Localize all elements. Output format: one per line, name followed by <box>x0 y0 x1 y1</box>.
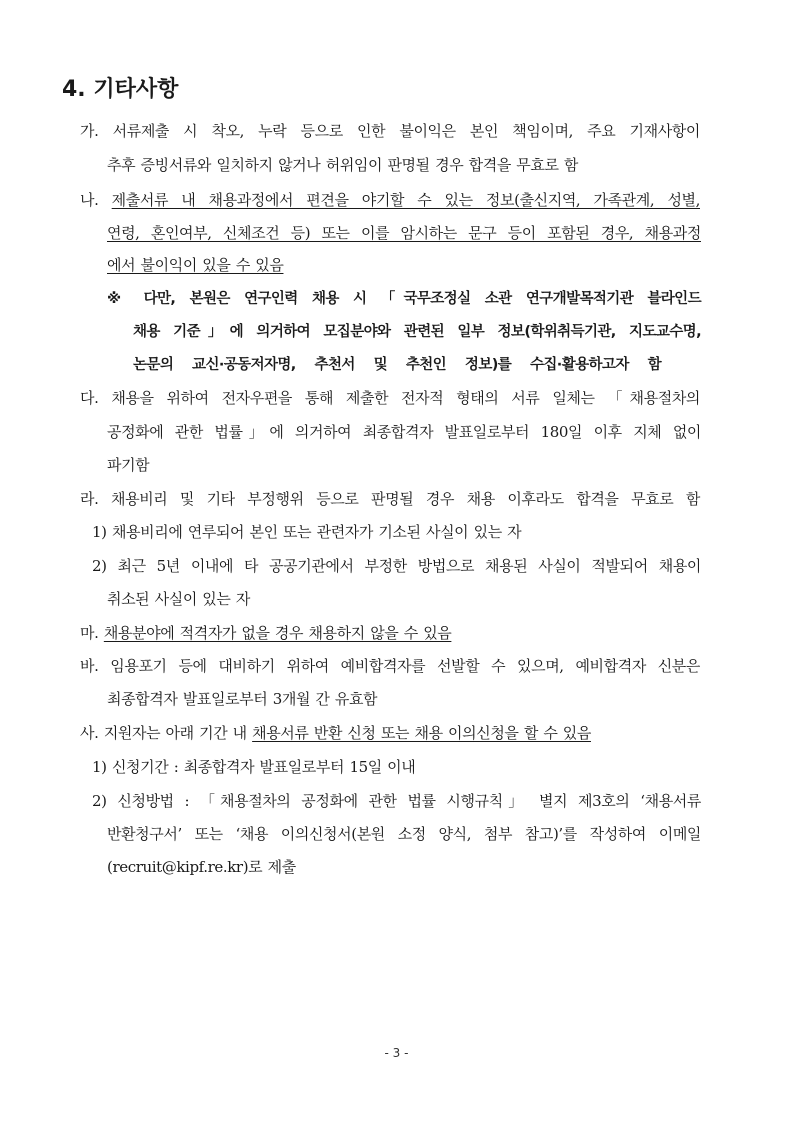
item-ga-line1: 가. 서류제출 시 착오, 누락 등으로 인한 불이익은 본인 책임이며, 주요 기재사항이 <box>80 122 700 140</box>
item-na-marker: 나. <box>80 191 112 209</box>
item-na-line2 <box>107 223 701 243</box>
item-ra-sub1: 1) 채용비리에 연루되어 본인 또는 관련자가 기소된 사실이 있는 자 <box>92 523 522 541</box>
item-sa-sub2-line1: 2) 신청방법 : 「채용절차의 공정화에 관한 법률 시행규칙」 별지 제3호의 ‘채용서류 <box>92 792 701 810</box>
item-na-text-underlined-2: 연령, 혼인여부, 신체조건 등) 또는 이를 암시하는 문구 등이 포함된 경우, 채용과정 <box>107 224 701 242</box>
item-ma-line1 <box>80 623 451 643</box>
item-ba-line2: 최종합격자 발표일로부터 3개월 간 유효함 <box>107 690 378 708</box>
item-da-line2: 공정화에 관한 법률」에 의거하여 최종합격자 발표일로부터 180일 이후 지체 없이 <box>107 423 701 441</box>
page-number: - 3 - <box>384 1046 409 1060</box>
item-ma-marker: 마. <box>80 624 104 642</box>
item-na-text-underlined-1: 제출서류 내 채용과정에서 편견을 야기할 수 있는 정보(출신지역, 가족관계, 성별, <box>111 191 700 209</box>
item-ga-line2: 추후 증빙서류와 일치하지 않거나 허위임이 판명될 경우 합격을 무효로 함 <box>107 156 579 174</box>
item-ra-sub2-line2: 취소된 사실이 있는 자 <box>107 590 250 608</box>
item-ra-line1: 라. 채용비리 및 기타 부정행위 등으로 판명될 경우 채용 이후라도 합격을 무효로 함 <box>80 490 700 508</box>
item-sa-sub2-line3: (recruit@kipf.re.kr)로 제출 <box>107 858 296 876</box>
item-sa-sub2-line2: 반환청구서’ 또는 ‘채용 이의신청서(본원 소정 양식, 첨부 참고)’를 작성하여 이메일 <box>107 825 701 843</box>
item-da-line1: 다. 채용을 위하여 전자우편을 통해 제출한 전자적 형태의 서류 일체는 「채용절차의 <box>80 389 700 407</box>
item-sa-text-underlined: 채용서류 반환 신청 또는 채용 이의신청을 할 수 있음 <box>252 724 591 742</box>
note-line2: 채용 기준」에 의거하여 모집분야와 관련된 일부 정보(학위취득기관, 지도교수명, <box>133 324 701 340</box>
item-na-line1 <box>80 190 700 210</box>
item-da-line3: 파기함 <box>107 456 150 474</box>
item-ra-sub2-line1: 2) 최근 5년 이내에 타 공공기관에서 부정한 방법으로 채용된 사실이 적발되어 채용이 <box>92 557 701 575</box>
item-na-text-underlined-3: 에서 불이익이 있을 수 있음 <box>107 256 284 274</box>
item-ma-text-underlined: 채용분야에 적격자가 없을 경우 채용하지 않을 수 있음 <box>103 624 452 642</box>
note-line1: ※ 다만, 본원은 연구인력 채용 시 「국무조정실 소관 연구개발목적기관 블라인드 <box>107 291 701 307</box>
note-line3: 논문의 교신·공동저자명, 추천서 및 추천인 정보)를 수집·활용하고자 함 <box>133 357 661 373</box>
item-sa-text: 사. 지원자는 아래 기간 내 <box>80 724 253 742</box>
item-sa-line1 <box>80 723 591 743</box>
item-sa-sub1: 1) 신청기간 : 최종합격자 발표일로부터 15일 이내 <box>92 758 416 776</box>
section-title: 4. 기타사항 <box>62 77 179 102</box>
item-ba-line1: 바. 임용포기 등에 대비하기 위하여 예비합격자를 선발할 수 있으며, 예비합격자 신분은 <box>80 657 700 675</box>
item-na-line3 <box>107 255 283 275</box>
